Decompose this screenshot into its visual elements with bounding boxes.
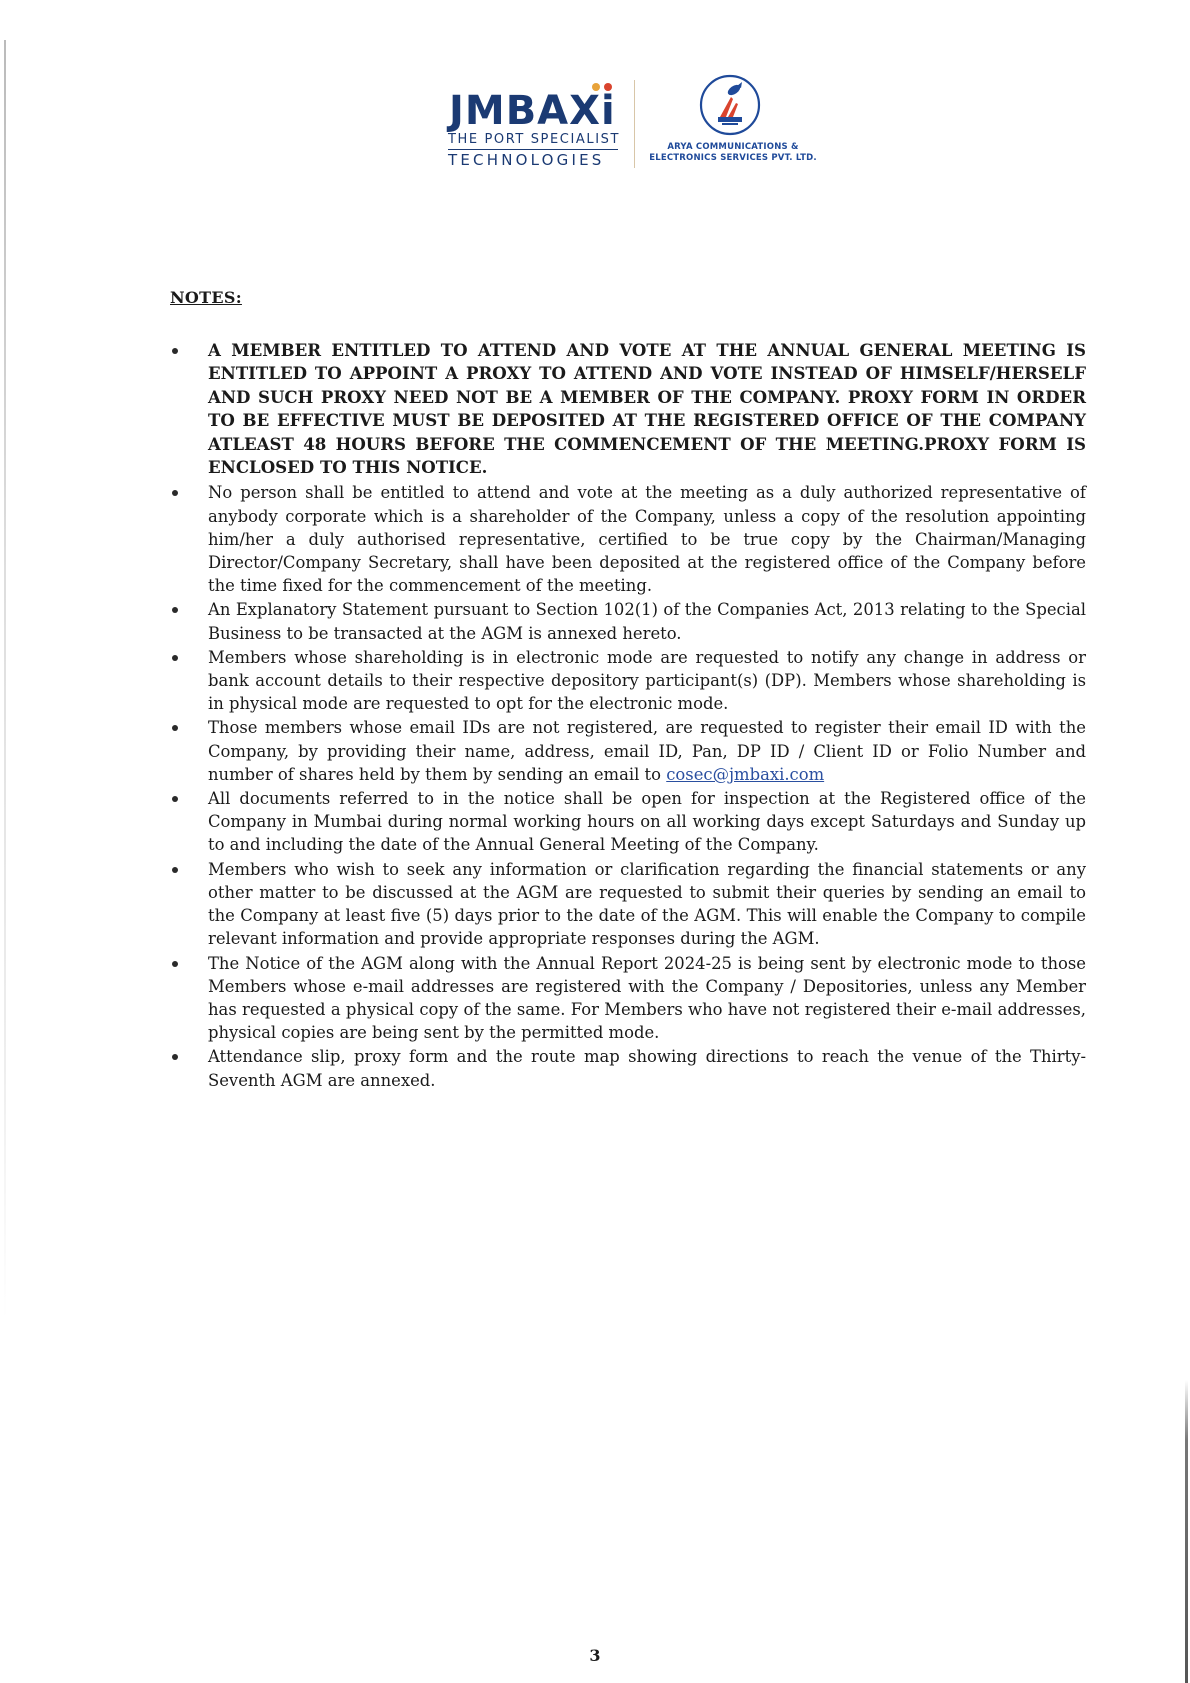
scan-edge-left xyxy=(4,40,6,1320)
bullet-icon xyxy=(172,1054,178,1060)
note-text: Members whose shareholding is in electronic mode are requested to notify any change in address or bank account details to their respective depository participant(s) (DP). Members whose shareholding is in physical mode are requested to opt for the electronic mode. xyxy=(208,647,1086,714)
letterhead xyxy=(445,70,825,170)
notes-list xyxy=(208,339,1086,1093)
note-item xyxy=(208,1045,1086,1091)
note-item xyxy=(208,716,1086,786)
jmbaxi-tagline: THE PORT SPECIALIST xyxy=(448,132,621,147)
arya-name-line1: ARYA COMMUNICATIONS & xyxy=(667,142,799,152)
jmbaxi-wordmark: JMBAXi xyxy=(449,88,616,134)
note-text: Those members whose email IDs are not registered, are requested to register their email ID with the Company, by providing their name, address, email ID, Pan, DP ID / Client ID or Folio Number and number of shares held by them by sending an email to xyxy=(208,718,1086,784)
bullet-icon xyxy=(172,867,178,873)
bullet-icon xyxy=(172,490,178,496)
note-item xyxy=(208,858,1086,951)
page-number: 3 xyxy=(589,1646,601,1665)
jmbaxi-logo xyxy=(445,70,623,170)
note-text: All documents referred to in the notice shall be open for inspection at the Registered office of the Company in Mumbai during normal working hours on all working days except Saturdays and Sunday up to and including the date of the Annual General Meeting of the Company. xyxy=(208,789,1086,855)
scan-edge-right xyxy=(1185,1380,1188,1683)
bullet-icon xyxy=(172,348,178,354)
note-item xyxy=(208,598,1086,644)
arya-emblem-icon xyxy=(698,73,762,137)
note-item xyxy=(208,952,1086,1045)
note-text: Attendance slip, proxy form and the route map showing directions to reach the venue of the Thirty-Seventh AGM are annexed. xyxy=(208,1047,1086,1090)
note-item xyxy=(208,787,1086,857)
jmbaxi-subtitle: TECHNOLOGIES xyxy=(448,151,605,169)
note-item xyxy=(208,481,1086,597)
bullet-icon xyxy=(172,796,178,802)
note-text: An Explanatory Statement pursuant to Section 102(1) of the Companies Act, 2013 relating to the Special Business to be transacted at the AGM is annexed hereto. xyxy=(208,600,1086,643)
note-text: No person shall be entitled to attend and vote at the meeting as a duly authorized representative of anybody corporate which is a shareholder of the Company, unless a copy of the resolution appointing him/her a duly authorised representative, certified to be true copy by the Chairman/Managing Director/Company Secretary, shall have been deposited at the registered office of the Company before the time fixed for the commencement of the meeting. xyxy=(208,483,1086,596)
arya-company-name xyxy=(643,142,823,164)
note-item xyxy=(208,339,1086,479)
note-text: Members who wish to seek any information or clarification regarding the financial statements or any other matter to be discussed at the AGM are requested to submit their queries by sending an email to the Company at least five (5) days prior to the date of the AGM. This will enable the Company to compile relevant information and provide appropriate responses during the AGM. xyxy=(208,859,1086,949)
bullet-icon xyxy=(172,961,178,967)
email-link[interactable]: cosec@jmbaxi.com xyxy=(666,764,825,784)
logo-divider xyxy=(634,80,635,168)
note-item xyxy=(208,646,1086,716)
arya-logo xyxy=(643,70,825,170)
notes-heading: NOTES: xyxy=(170,288,242,307)
note-text: The Notice of the AGM along with the Annual Report 2024-25 is being sent by electronic mode to those Members whose e-mail addresses are registered with the Company / Depositories, unless any Member has requested a physical copy of the same. For Members who have not registered their e-mail addresses, physical copies are being sent by the permitted mode. xyxy=(208,953,1086,1043)
bullet-icon xyxy=(172,607,178,613)
jmbaxi-tagline-rule xyxy=(448,149,618,150)
bullet-icon xyxy=(172,655,178,661)
bullet-icon xyxy=(172,725,178,731)
arya-name-line2: ELECTRONICS SERVICES PVT. LTD. xyxy=(649,153,817,163)
note-text: A MEMBER ENTITLED TO ATTEND AND VOTE AT THE ANNUAL GENERAL MEETING IS ENTITLED TO APPOINT A PROXY TO ATTEND AND VOTE INSTEAD OF HIMSELF/HERSELF AND SUCH PROXY NEED NOT BE A MEMBER OF THE COMPANY. PROXY FORM IN ORDER TO BE EFFECTIVE MUST BE DEPOSITED AT THE REGISTERED OFFICE OF THE COMPANY ATLEAST 48 HOURS BEFORE THE COMMENCEMENT OF THE MEETING.PROXY FORM IS ENCLOSED TO THIS NOTICE. xyxy=(208,340,1086,478)
